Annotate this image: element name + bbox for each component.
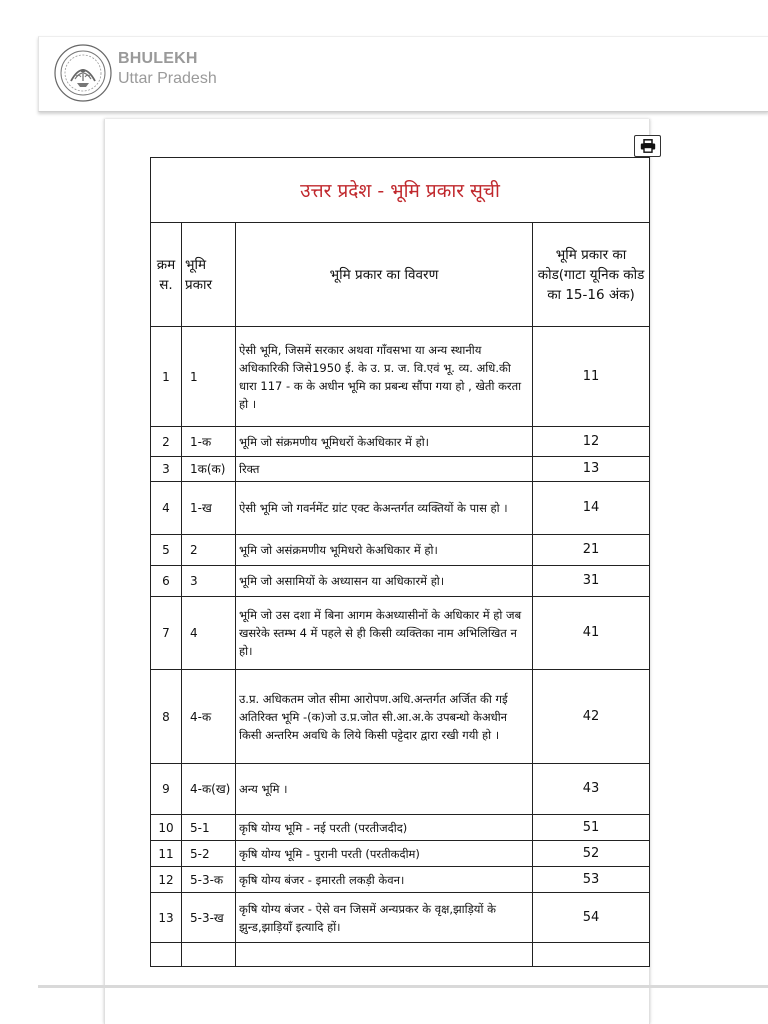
brand-title: BHULEKH (118, 50, 198, 67)
cell-description: कृषि योग्य भूमि - पुरानी परती (परतीकदीम) (236, 841, 533, 867)
cell-description: रिक्त (236, 457, 533, 482)
table-row (151, 815, 650, 841)
table-row (151, 457, 650, 482)
table-row (151, 670, 650, 764)
column-header-serial: क्रम स. (151, 223, 182, 327)
cell-code: 53 (533, 867, 650, 893)
bottom-divider (38, 985, 768, 988)
empty-cell (236, 943, 533, 967)
cell-type: 4-क(ख) (182, 764, 236, 815)
cell-serial: 5 (151, 535, 182, 566)
cell-serial: 1 (151, 327, 182, 427)
cell-serial: 12 (151, 867, 182, 893)
cell-description: अन्य भूमि । (236, 764, 533, 815)
cell-code: 43 (533, 764, 650, 815)
cell-code: 52 (533, 841, 650, 867)
cell-description: भूमि जो असंक्रमणीय भूमिधरो केअधिकार में हो। (236, 535, 533, 566)
cell-description: भूमि जो संक्रमणीय भूमिधरों केअधिकार में हो। (236, 427, 533, 457)
cell-serial: 6 (151, 566, 182, 597)
cell-type: 4 (182, 597, 236, 670)
cell-code: 31 (533, 566, 650, 597)
land-type-table (150, 157, 650, 967)
cell-type: 1क(क) (182, 457, 236, 482)
table-row (151, 841, 650, 867)
column-header-code: भूमि प्रकार का कोड(गाटा यूनिक कोड का 15-16 अंक) (533, 223, 650, 327)
empty-cell (533, 943, 650, 967)
cell-serial: 2 (151, 427, 182, 457)
cell-serial: 11 (151, 841, 182, 867)
cell-description: कृषि योग्य बंजर - ऐसे वन जिसमें अन्यप्रकर के वृक्ष,झाड़ियों के झुन्ड,झाड़ियाँ इत्यादि हों। (236, 893, 533, 943)
table-row (151, 597, 650, 670)
cell-description: भूमि जो उस दशा में बिना आगम केअध्यासीनों के अधिकार में हो जब खसरेके स्तम्भ 4 में पहले से ही किसी व्यक्तिका नाम अभिलिखित न हो। (236, 597, 533, 670)
cell-serial: 10 (151, 815, 182, 841)
cell-type: 5-2 (182, 841, 236, 867)
table-row (151, 764, 650, 815)
table-row (151, 327, 650, 427)
cell-serial: 4 (151, 482, 182, 535)
cell-type: 5-3-ख (182, 893, 236, 943)
column-header-description: भूमि प्रकार का विवरण (236, 223, 533, 327)
cell-code: 42 (533, 670, 650, 764)
cell-code: 41 (533, 597, 650, 670)
table-header-row (151, 223, 650, 327)
cell-type: 2 (182, 535, 236, 566)
cell-type: 3 (182, 566, 236, 597)
table-row (151, 867, 650, 893)
cell-code: 12 (533, 427, 650, 457)
empty-cell (151, 943, 182, 967)
cell-code: 14 (533, 482, 650, 535)
cell-type: 1-क (182, 427, 236, 457)
cell-serial: 7 (151, 597, 182, 670)
cell-description: ऐसी भूमि जो गवर्नमेंट ग्रांट एक्ट केअन्तर्गत व्यक्तियों के पास हो । (236, 482, 533, 535)
cell-type: 5-1 (182, 815, 236, 841)
brand-subtitle: Uttar Pradesh (118, 70, 217, 87)
cell-code: 11 (533, 327, 650, 427)
cell-description: ऐसी भूमि, जिसमें सरकार अथवा गाँवसभा या अन्य स्थानीय अधिकारिकी जिसे1950 ई. के उ. प्र. ज. वि.एवं भू. व्य. अधि.की धारा 117 - क के अधीन भूमि का प्रबन्ध सौंपा गया हो , खेती करता हो । (236, 327, 533, 427)
table-row (151, 482, 650, 535)
column-header-type: भूमि प्रकार (182, 223, 236, 327)
cell-serial: 8 (151, 670, 182, 764)
table-row-empty (151, 943, 650, 967)
table-row (151, 427, 650, 457)
print-button[interactable] (634, 135, 661, 157)
cell-type: 1 (182, 327, 236, 427)
cell-description: भूमि जो असामियों के अध्यासन या अधिकारमें हो। (236, 566, 533, 597)
table-row (151, 535, 650, 566)
table-row (151, 893, 650, 943)
cell-serial: 9 (151, 764, 182, 815)
site-header (38, 36, 768, 112)
cell-description: कृषि योग्य बंजर - इमारती लकड़ी केवन। (236, 867, 533, 893)
cell-code: 21 (533, 535, 650, 566)
cell-type: 1-ख (182, 482, 236, 535)
cell-serial: 3 (151, 457, 182, 482)
up-govt-emblem-logo[interactable] (53, 43, 113, 103)
cell-serial: 13 (151, 893, 182, 943)
cell-description: कृषि योग्य भूमि - नई परती (परतीजदीद) (236, 815, 533, 841)
table-row (151, 566, 650, 597)
cell-type: 5-3-क (182, 867, 236, 893)
empty-cell (182, 943, 236, 967)
cell-code: 13 (533, 457, 650, 482)
cell-description: उ.प्र. अधिकतम जोत सीमा आरोपण.अधि.अन्तर्गत अर्जित की गई अतिरिक्त भूमि -(क)जो उ.प्र.जोत सी.आ.अ.के उपबन्धो केअधीन किसी अन्तरिम अवधि के लिये किसी पट्टेदार द्वारा रखी गयी हो । (236, 670, 533, 764)
cell-type: 4-क (182, 670, 236, 764)
cell-code: 51 (533, 815, 650, 841)
table-title: उत्तर प्रदेश - भूमि प्रकार सूची (151, 158, 650, 223)
cell-code: 54 (533, 893, 650, 943)
